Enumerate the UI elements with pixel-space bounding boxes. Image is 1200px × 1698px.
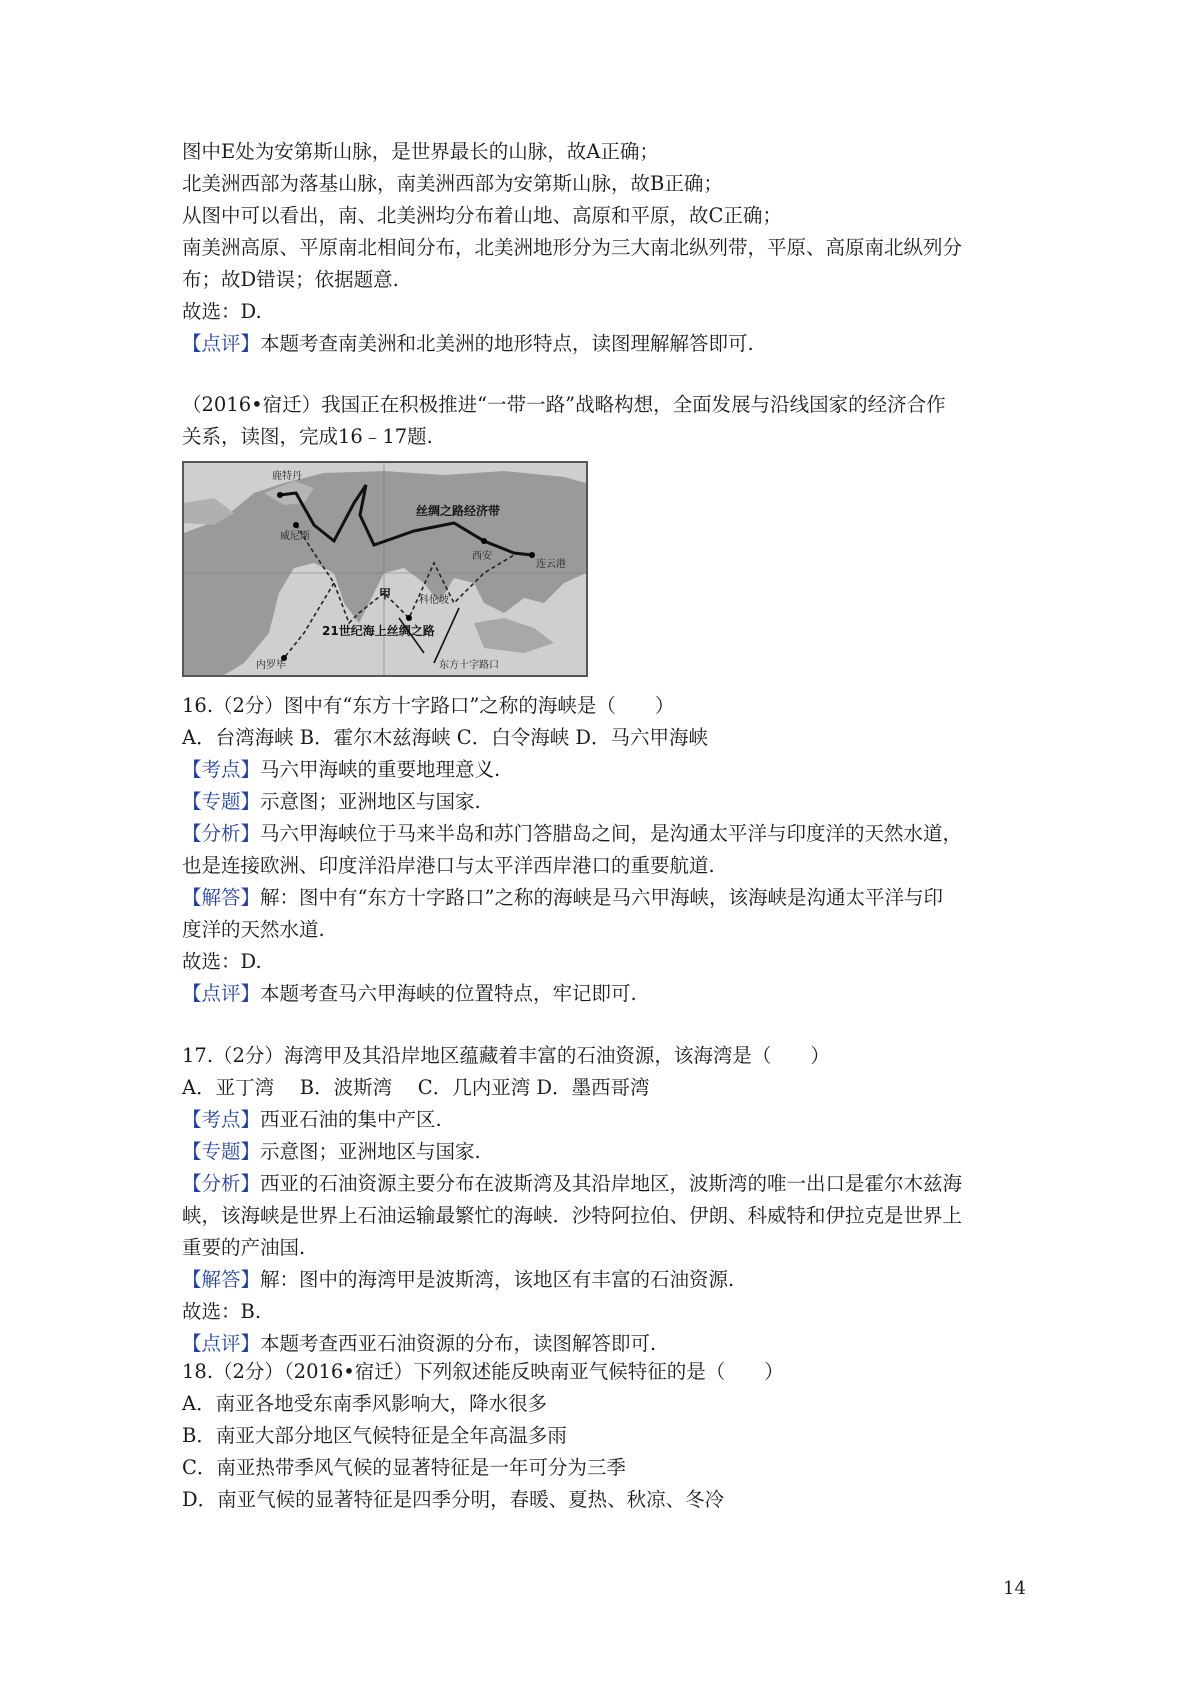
jieda-text: 解：图中有“东方十字路口”之称的海峡是马六甲海峡，该海峡是沟通太平洋与印: [260, 886, 943, 909]
answer-line: 故选：D.: [182, 950, 262, 973]
text-line: 图中E处为安第斯山脉，是世界最长的山脉，故A正确；: [182, 140, 659, 163]
text-line: 布；故D错误；依据题意.: [182, 268, 399, 291]
review-tag: 【点评】: [182, 1332, 261, 1355]
jieda-line: [182, 1264, 1042, 1296]
fenxi-continued: 也是连接欧洲、印度洋沿岸港口与太平洋西岸港口的重要航道.: [182, 854, 715, 877]
kaodian-text: 西亚石油的集中产区.: [260, 1108, 442, 1131]
text-line: 北美洲西部为落基山脉，南美洲西部为安第斯山脉，故B正确；: [182, 172, 723, 195]
map-label-maritime-route: 21世纪海上丝绸之路: [322, 624, 435, 638]
map-label-lianyungang: 连云港: [536, 559, 566, 570]
option-a: A．南亚各地受东南季风影响大，降水很多: [182, 1392, 548, 1415]
review-line: [182, 328, 1042, 360]
kaodian-text: 马六甲海峡的重要地理意义.: [260, 758, 501, 781]
question-stem: 17.（2分）海湾甲及其沿岸地区蕴藏着丰富的石油资源，该海湾是（ ）: [182, 1044, 830, 1067]
fenxi-line: [182, 818, 1042, 850]
option-c: C．南亚热带季风气候的显著特征是一年可分为三季: [182, 1456, 626, 1479]
fenxi-text: 西亚的石油资源主要分布在波斯湾及其沿岸地区，波斯湾的唯一出口是霍尔木兹海: [260, 1172, 963, 1195]
option-b: B．南亚大部分地区气候特征是全年高温多雨: [182, 1424, 567, 1447]
zhuanti-line: [182, 1136, 1042, 1168]
prior-answer-block: [182, 136, 1042, 360]
jieda-continued: 度洋的天然水道.: [182, 918, 325, 941]
zhuanti-tag: 【专题】: [182, 790, 261, 813]
zhuanti-text: 示意图；亚洲地区与国家.: [260, 1140, 481, 1163]
question-options: A．台湾海峡 B．霍尔木兹海峡 C．白令海峡 D．马六甲海峡: [182, 726, 709, 749]
map-label-silk-road-belt: 丝绸之路经济带: [416, 504, 501, 518]
question-stem: 18.（2分）（2016•宿迁）下列叙述能反映南亚气候特征的是（ ）: [182, 1360, 784, 1383]
review-text: 本题考查马六甲海峡的位置特点，牢记即可.: [260, 982, 637, 1005]
zhuanti-line: [182, 786, 1042, 818]
zhuanti-tag: 【专题】: [182, 1140, 261, 1163]
review-tag: 【点评】: [182, 332, 261, 355]
fenxi-continued-2: 重要的产油国.: [182, 1236, 306, 1259]
question-18: [182, 1356, 1042, 1516]
text-line: 关系，读图，完成16﹣17题.: [182, 425, 433, 448]
jieda-line: [182, 882, 1042, 914]
text-line: 南美洲高原、平原南北相间分布，北美洲地形分为三大南北纵列带，平原、高原南北纵列分: [182, 236, 963, 259]
map-label-colombo: 科伦坡: [419, 595, 449, 606]
fenxi-line: [182, 1168, 1042, 1200]
zhuanti-text: 示意图；亚洲地区与国家.: [260, 790, 481, 813]
belt-and-road-map: [182, 461, 588, 677]
review-line: [182, 978, 1042, 1010]
review-text: 本题考查西亚石油资源的分布，读图解答即可.: [260, 1332, 657, 1355]
text-line: 故选：D.: [182, 300, 262, 323]
kaodian-tag: 【考点】: [182, 758, 261, 781]
kaodian-line: [182, 1104, 1042, 1136]
map-label-crossroads: 东方十字路口: [439, 660, 499, 671]
kaodian-line: [182, 754, 1042, 786]
map-label-venice: 威尼斯: [280, 531, 310, 542]
fenxi-tag: 【分析】: [182, 1172, 261, 1195]
question-stem: 16.（2分）图中有“东方十字路口”之称的海峡是（ ）: [182, 694, 675, 717]
kaodian-tag: 【考点】: [182, 1108, 261, 1131]
map-label-jia: 甲: [379, 587, 392, 601]
jieda-tag: 【解答】: [182, 1268, 261, 1291]
answer-line: 故选：B.: [182, 1300, 262, 1323]
fenxi-tag: 【分析】: [182, 822, 261, 845]
map-label-rotterdam: 鹿特丹: [272, 471, 302, 482]
jieda-text: 解：图中的海湾甲是波斯湾，该地区有丰富的石油资源.: [260, 1268, 735, 1291]
map-label-nairobi: 内罗毕: [256, 660, 286, 671]
review-tag: 【点评】: [182, 982, 261, 1005]
fenxi-continued: 峡，该海峡是世界上石油运输最繁忙的海峡．沙特阿拉伯、伊朗、科威特和伊拉克是世界上: [182, 1204, 963, 1227]
jieda-tag: 【解答】: [182, 886, 261, 909]
text-line: 从图中可以看出，南、北美洲均分布着山地、高原和平原，故C正确；: [182, 204, 782, 227]
fenxi-text: 马六甲海峡位于马来半岛和苏门答腊岛之间，是沟通太平洋与印度洋的天然水道，: [260, 822, 963, 845]
question-options: A．亚丁湾 B．波斯湾 C．几内亚湾 D．墨西哥湾: [182, 1076, 650, 1099]
option-d: D．南亚气候的显著特征是四季分明，春暖、夏热、秋凉、冬冷: [182, 1488, 725, 1511]
map-label-xian: 西安: [472, 551, 492, 562]
question-group-intro: [182, 389, 1042, 453]
review-text: 本题考查南美洲和北美洲的地形特点，读图理解解答即可.: [260, 332, 754, 355]
page-number: 14: [1003, 1578, 1026, 1599]
map-figure: [184, 463, 586, 675]
question-16: [182, 690, 1042, 1010]
text-line: （2016•宿迁）我国正在积极推进“一带一路”战略构想，全面发展与沿线国家的经济合作: [182, 393, 946, 416]
question-17: [182, 1040, 1042, 1360]
